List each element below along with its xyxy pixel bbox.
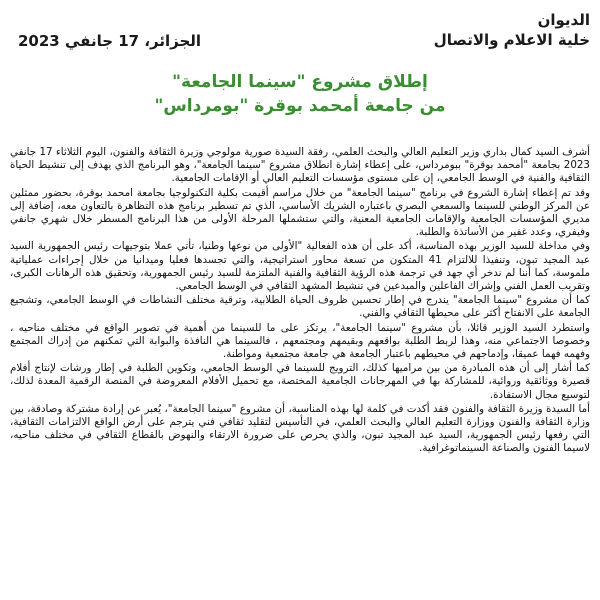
title-line-2: من جامعة أمحمد بوقرة "بومرداس" <box>154 96 446 116</box>
body-paragraph: واستطرد السيد الوزير قائلا، بأن مشروع "سينما الجامعة"، يرتكز على ما للسينما من أهمية في تصوير الواقع في مختلف مناحيه ، وخصوصا الاجتماعي منه، وهذا لربط الطلبة بواقعهم وبقيمهم ومجتمعهم ، فالسينما هي النافذة والبوابة التي تمكنهم من إدراك المجتمع وفهمه فهما عميقا، وإدماجهم في محيطهم باعتبار الجامعة هي جامعة مجتمعية ومواطنة. <box>10 321 590 361</box>
release-title <box>0 70 600 118</box>
title-line-1: إطلاق مشروع "سينما الجامعة" <box>172 72 428 92</box>
body-paragraph: كما أشار إلى أن هذه المبادرة من بين مراميها كذلك، الترويج للسينما في الوسط الجامعي، وتكوين الطلبة في إطار ورشات لإنتاج أفلام قصيرة ووثائقية وروائية، للمشاركة بها في المهرجانات الجامعية المختصة، مع تحميل الأفلام المعروضة في المنصة الرقمية المعدة لذلك، لتوسيع مجال الاستفادة. <box>10 362 590 401</box>
body-paragraph: وقد تم إعطاء إشارة الشروع في برنامج "سينما الجامعة" من خلال مراسم أقيمت بكلية التكنولوجيا بجامعة امحمد بوقرة، بحضور ممثلين عن المركز الوطني للسينما والسمعي البصري باعتباره الشريك الأساسي، الذي تم تسطير برنامج هذه التظاهرة بالتعاون معه، إضافة إلى مديري المؤسسات الجامعية والإقامات الجامعية المعنية، والتي ستشملها المرحلة الأولى من هذا البرنامج المسطر خلال شهري جانفي وفيفري، وعدد غفير من الأساتذة والطلبة. <box>10 186 590 239</box>
body-paragraph: وفي مداخلة للسيد الوزير بهذه المناسبة، أكد على أن هذه الفعالية "الأولى من نوعها وطنيا، تأتي عملا بتوجيهات رئيس الجمهورية السيد عبد المجيد تبون، وتنفيذا للالتزام 41 المتكون من تسعة محاور استراتيجية، والتي تجسدها فعليا وميدانيا من خلال إجراءات عملياتية ملموسة، كما أننا لم ندخر أي جهد في ترجمة هذه الرؤية الثقافية والفنية الملتزمة للسيد رئيس الجمهورية، وتحقيق هذه الرهانات الكبرى، وتقريب العمل الفني وإشراك الفاعلين والمبدعين في تنشيط المشهد الثقافي في الوسط الجامعي. <box>10 240 590 293</box>
body-paragraph: أشرف السيد كمال بداري وزير التعليم العالي والبحث العلمي، رفقة السيدة صورية مولوجي وزيرة الثقافة والفنون، اليوم الثلاثاء 17 جانفي 2023 بجامعة "أمحمد بوقرة" ببومرداس، على إعطاء إشارة انطلاق مشروع "سينما الجامعة"، وهو البرنامج الذي يهدف إلى تنشيط الحياة الثقافية والفنية في الوسط الجامعي، إن على مستوى مؤسسات التعليم العالي أو الإقامات الجامعية. <box>10 146 591 185</box>
release-date: الجزائر، 17 جانفي 2023 <box>18 32 202 50</box>
issuer-block <box>434 10 590 50</box>
body-paragraph: أما السيدة وزيرة الثقافة والفنون فقد أكدت في كلمة لها بهذه المناسبة، أن مشروع "سينما الجامعة"، يُعبر عن إرادة مشتركة وصادقة، بين وزارة الثقافة والفنون ووزارة التعليم العالي والبحث العلمي، في التأسيس لتقليد ثقافي فني يترجم على أرض الواقع الالتزامات الثقافية، التي رفعها رئيس الجمهورية، السيد عبد المجيد تبون، والذي يحرص على ضرورة الارتقاء والنهوض بالقطاع الثقافي في مختلف مناحيه، لاسيما الفنون والصناعة السينماتوغرافية. <box>10 402 590 455</box>
office-name: الديوان <box>537 11 590 29</box>
body-paragraph: كما أن مشروع "سينما الجامعة" يندرج في إطار تحسين ظروف الحياة الطلابية، وترقية مختلف النشاطات في الوسط الجامعي، وتشجيع الجامعة على الانفتاح أكثر على محيطها الثقافي والفني. <box>10 294 590 320</box>
media-cell-name: خلية الاعلام والاتصال <box>433 31 590 49</box>
release-body <box>10 146 590 457</box>
